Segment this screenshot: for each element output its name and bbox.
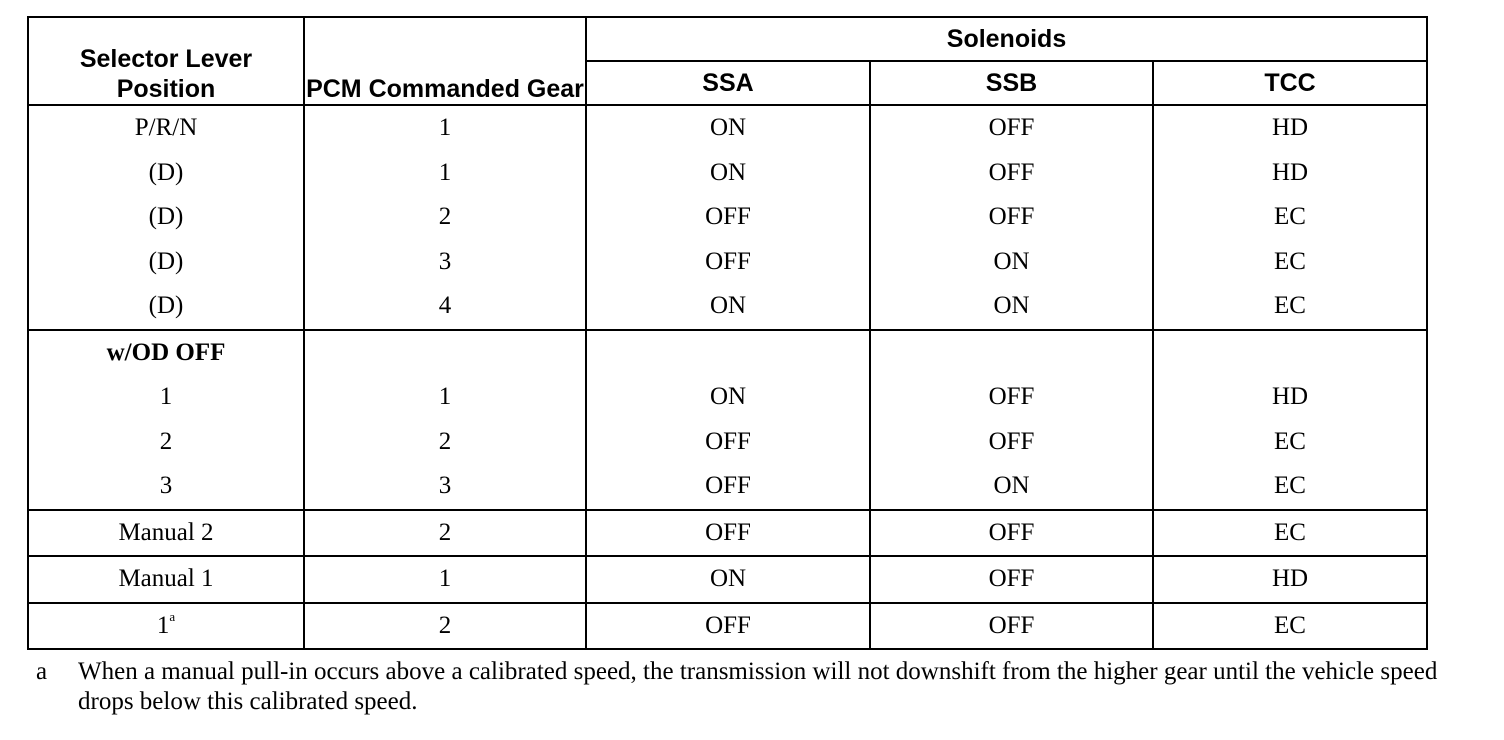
cell-ssb: ON — [870, 284, 1153, 330]
header-solenoids: Solenoids — [586, 17, 1427, 61]
table-row — [28, 464, 1427, 510]
cell-gear: 2 — [304, 603, 586, 650]
cell-gear: 2 — [304, 510, 586, 557]
header-ssb: SSB — [870, 61, 1153, 105]
cell-ssb: OFF — [870, 510, 1153, 557]
cell-gear: 3 — [304, 464, 586, 510]
cell-tcc: EC — [1153, 603, 1427, 650]
cell-gear: 2 — [304, 195, 586, 240]
cell-ssb: OFF — [870, 151, 1153, 196]
cell-ssb: OFF — [870, 105, 1153, 151]
header-ssa: SSA — [586, 61, 870, 105]
cell-ssa: OFF — [586, 603, 870, 650]
table-row-section-od-off — [28, 330, 1427, 376]
cell-ssa: ON — [586, 556, 870, 603]
section-label-od-off: w/OD OFF — [28, 330, 304, 376]
table-row — [28, 510, 1427, 557]
table-row — [28, 151, 1427, 196]
table-row — [28, 105, 1427, 151]
cell-gear: 2 — [304, 420, 586, 465]
solenoid-application-table — [27, 16, 1428, 650]
table-row — [28, 420, 1427, 465]
table-row — [28, 195, 1427, 240]
cell-tcc: EC — [1153, 195, 1427, 240]
cell-position: 2 — [28, 420, 304, 465]
footnote-reference: a — [169, 608, 176, 624]
cell-empty — [870, 330, 1153, 376]
cell-ssb: OFF — [870, 556, 1153, 603]
cell-tcc: HD — [1153, 375, 1427, 420]
table-row — [28, 284, 1427, 330]
header-tcc: TCC — [1153, 61, 1427, 105]
footnote-marker: a — [36, 658, 48, 685]
table-row — [28, 556, 1427, 603]
cell-empty — [586, 330, 870, 376]
cell-tcc: EC — [1153, 464, 1427, 510]
cell-position: Manual 2 — [28, 510, 304, 557]
cell-ssa: ON — [586, 375, 870, 420]
cell-empty — [1153, 330, 1427, 376]
header-selector-lever-position: Selector Lever Position — [28, 17, 304, 105]
cell-position: (D) — [28, 240, 304, 285]
cell-gear: 1 — [304, 105, 586, 151]
cell-ssa: OFF — [586, 510, 870, 557]
cell-ssa: ON — [586, 284, 870, 330]
cell-tcc: HD — [1153, 105, 1427, 151]
cell-ssb: OFF — [870, 195, 1153, 240]
table-row — [28, 603, 1427, 650]
footnote-text: When a manual pull-in occurs above a calibrated speed, the transmission will not downshift from the higher gear until the vehicle speed drops below this calibrated speed. — [78, 658, 1438, 715]
cell-gear: 3 — [304, 240, 586, 285]
cell-gear: 1 — [304, 556, 586, 603]
cell-position: Manual 1 — [28, 556, 304, 603]
cell-gear: 1 — [304, 375, 586, 420]
cell-ssb: ON — [870, 464, 1153, 510]
cell-ssb: ON — [870, 240, 1153, 285]
cell-position-value: 1 — [156, 611, 170, 639]
cell-ssa: ON — [586, 105, 870, 151]
cell-ssa: ON — [586, 151, 870, 196]
cell-position: (D) — [28, 151, 304, 196]
cell-ssb: OFF — [870, 603, 1153, 650]
cell-position: (D) — [28, 195, 304, 240]
cell-tcc: HD — [1153, 151, 1427, 196]
cell-position: P/R/N — [28, 105, 304, 151]
cell-gear: 4 — [304, 284, 586, 330]
cell-tcc: EC — [1153, 284, 1427, 330]
table-row — [28, 240, 1427, 285]
cell-position: (D) — [28, 284, 304, 330]
cell-tcc: EC — [1153, 420, 1427, 465]
table-row — [28, 375, 1427, 420]
cell-ssa: OFF — [586, 420, 870, 465]
cell-position — [28, 603, 304, 650]
header-pcm-commanded-gear: PCM Commanded Gear — [304, 17, 586, 105]
cell-position: 1 — [28, 375, 304, 420]
cell-ssa: OFF — [586, 240, 870, 285]
cell-position: 3 — [28, 464, 304, 510]
cell-ssb: OFF — [870, 375, 1153, 420]
cell-ssa: OFF — [586, 464, 870, 510]
cell-empty — [304, 330, 586, 376]
cell-tcc: EC — [1153, 510, 1427, 557]
cell-ssa: OFF — [586, 195, 870, 240]
cell-tcc: EC — [1153, 240, 1427, 285]
cell-gear: 1 — [304, 151, 586, 196]
cell-tcc: HD — [1153, 556, 1427, 603]
cell-ssb: OFF — [870, 420, 1153, 465]
footnote — [36, 657, 1456, 717]
